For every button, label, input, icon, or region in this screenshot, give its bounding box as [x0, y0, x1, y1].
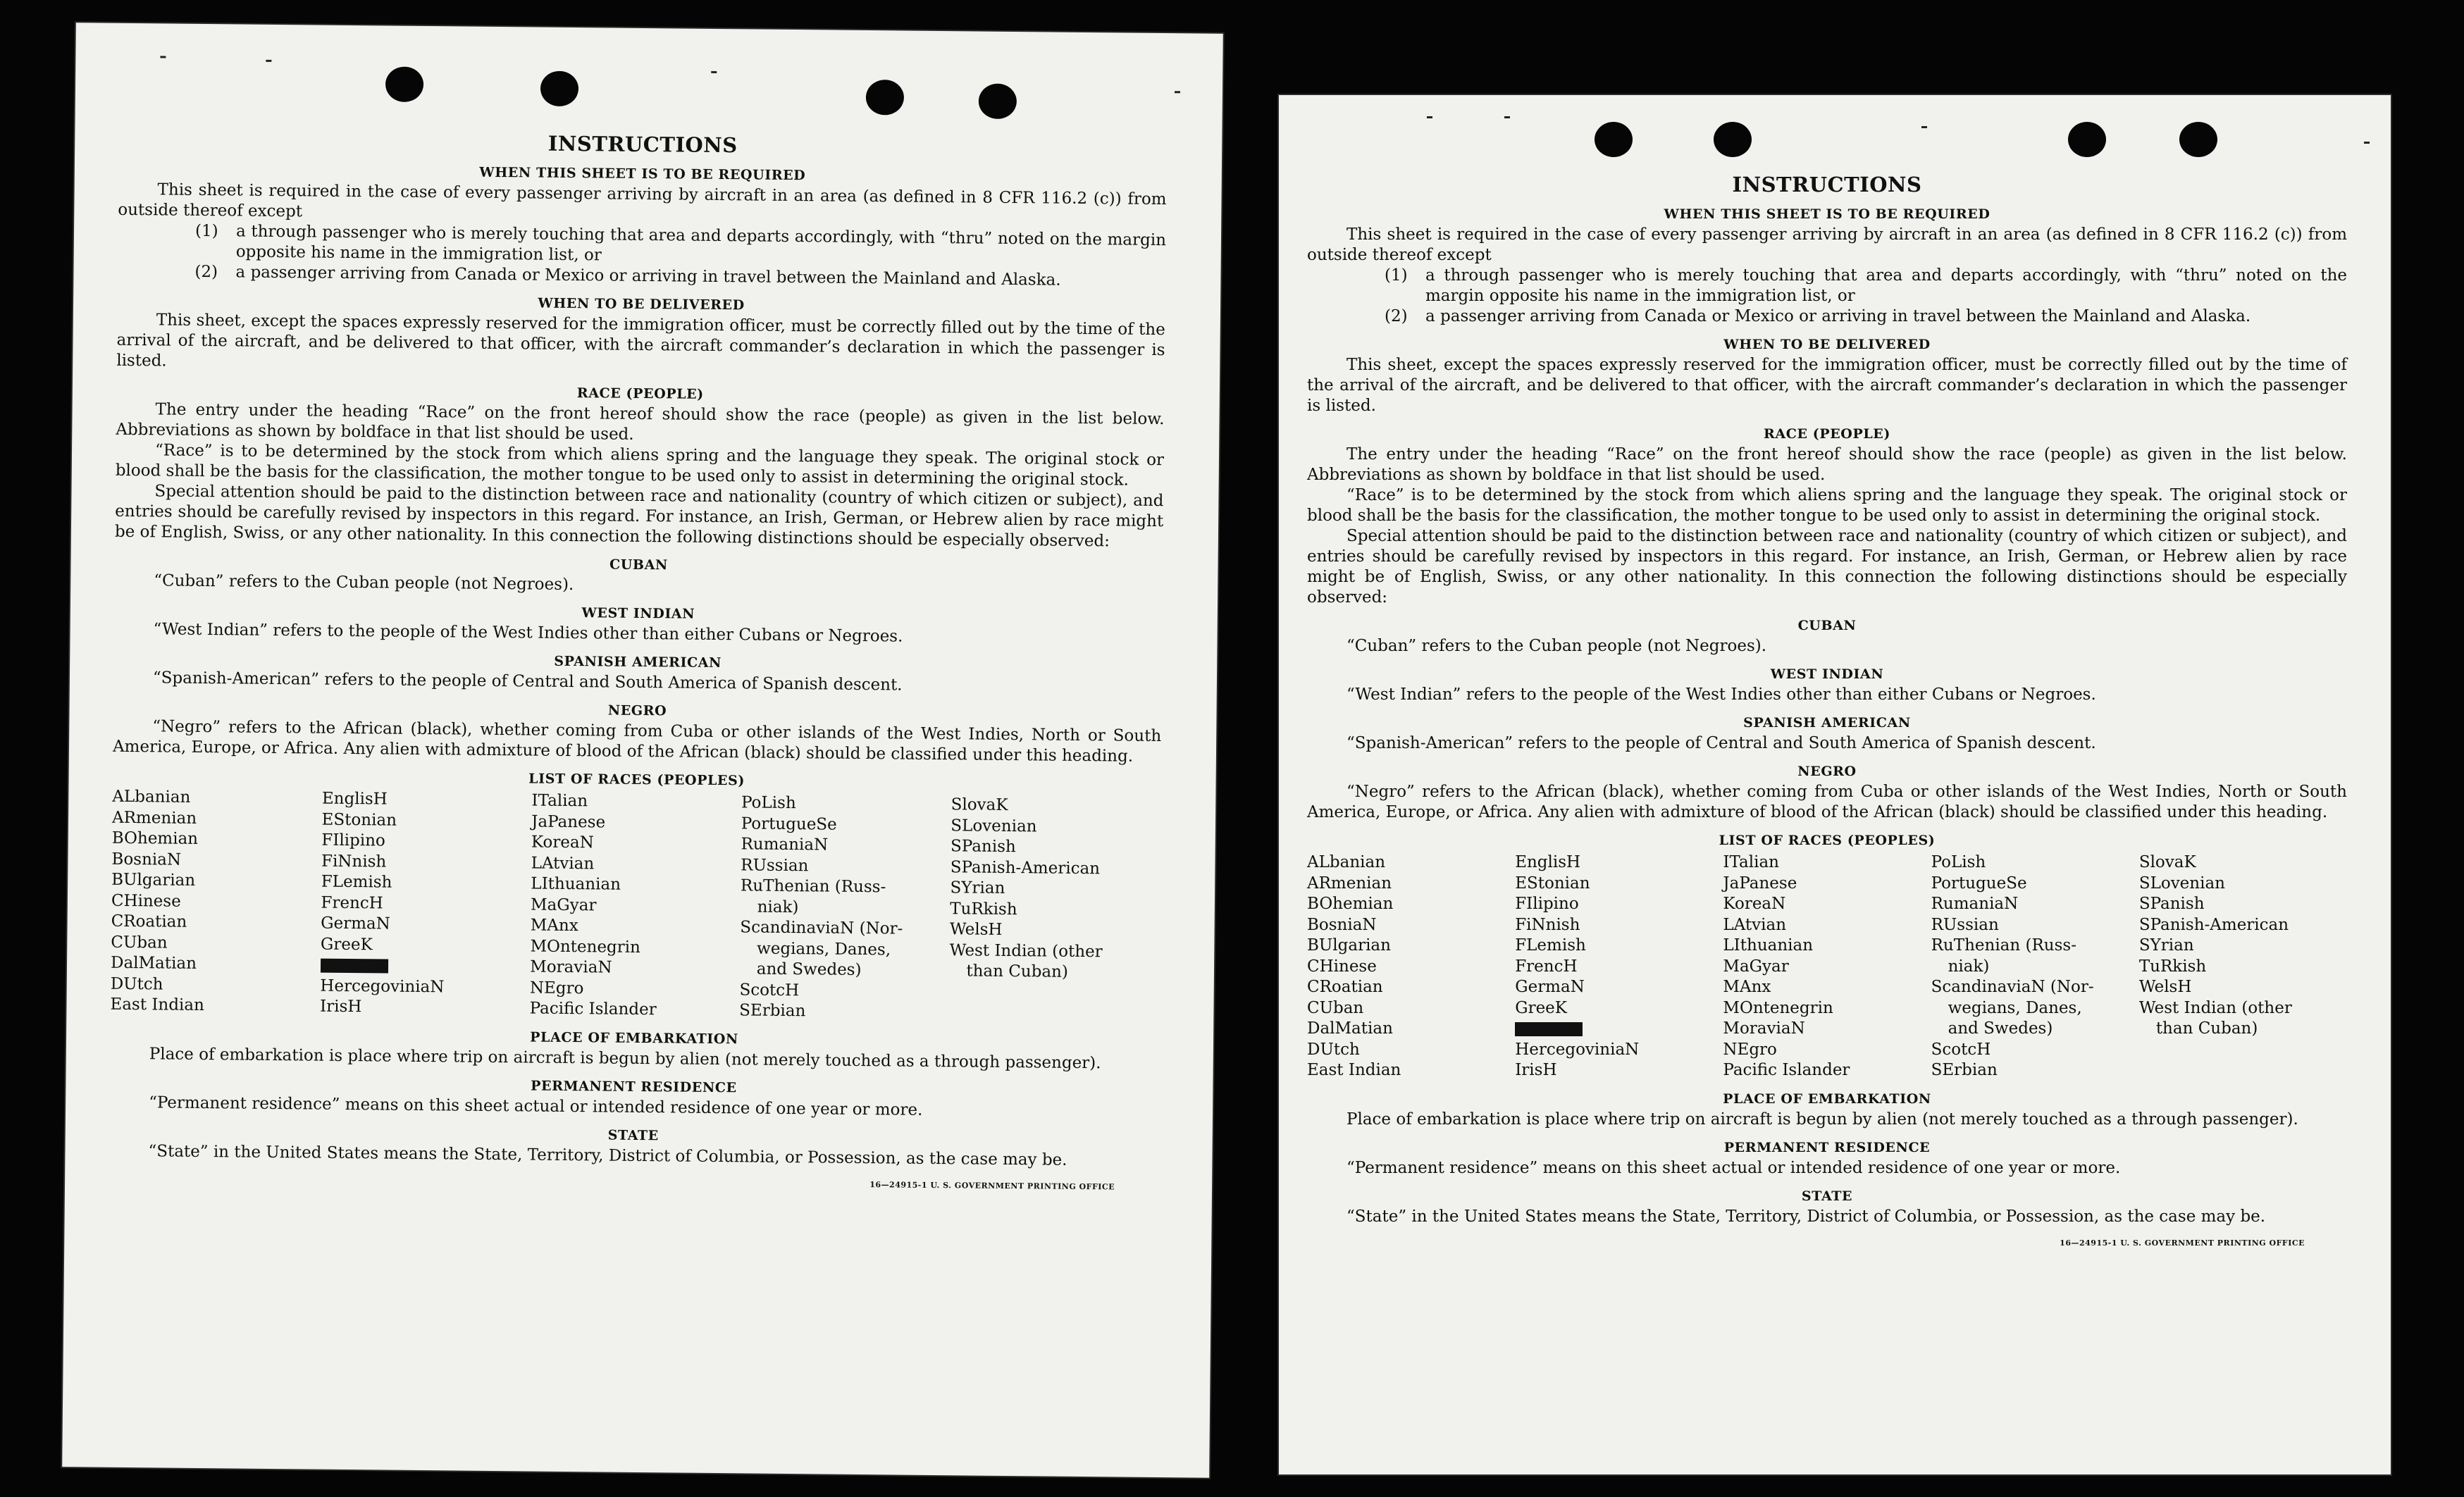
race-entry: PortugueSe [1931, 874, 2027, 893]
race-entry: DalMatian [1307, 1019, 1393, 1038]
punch-hole [2068, 122, 2106, 157]
paragraph-required: This sheet is required in the case of every passenger arriving by aircraft in an area (as defined in 8 CFR 116.2 (c)) from outside thereof except [1307, 225, 2347, 264]
heading-west-indian: WEST INDIAN [581, 605, 695, 622]
race-entry: GermaN [1515, 978, 1585, 996]
race-entry: ITalian [1723, 853, 1779, 871]
race-entry: ITalian [531, 791, 588, 811]
item-text: a passenger arriving from Canada or Mexico or arriving in travel between the Mainland and Alaska. [235, 263, 1061, 290]
race-entry-redacted [1515, 1019, 1719, 1040]
scan-mark [160, 56, 166, 58]
race-entry: EnglisH [321, 789, 388, 809]
race-entry: KoreaN [531, 833, 594, 852]
race-entry: EnglisH [1515, 853, 1581, 871]
race-entry: SPanish-American [2138, 915, 2289, 934]
race-entry: SPanish-American [950, 857, 1101, 878]
race-entry: SYrian [950, 878, 1005, 897]
paragraph-cuban: “Cuban” refers to the Cuban people (not Negroes). [1346, 637, 1767, 655]
redaction-bar [321, 959, 388, 974]
race-entry: BUlgarian [1307, 936, 1391, 955]
paragraph-negro: “Negro” refers to the African (black), whether coming from Cuba or other islands of the West Indies, North or South America, Europe, or Africa. Any alien with admixture of blood of the African (black) should be classified under this heading. [1307, 783, 2347, 821]
paragraph-race-2: “Race” is to be determined by the stock from which aliens spring and the language they speak. The original stock or blood shall be the basis for the classification, the mother tongue to be used only to assist in determining the original stock. [1307, 486, 2347, 525]
race-entry: MaGyar [530, 895, 597, 914]
race-entry: DalMatian [110, 953, 197, 973]
punch-hole [385, 66, 423, 102]
sheet-title: INSTRUCTIONS [1732, 173, 1922, 197]
race-entry: HercegoviniaN [320, 976, 445, 996]
race-entry: Pacific Islander [1723, 1061, 1850, 1079]
scan-mark [1175, 91, 1180, 93]
race-entry: PoLish [1931, 853, 1986, 871]
race-entry: HercegoviniaN [1515, 1040, 1640, 1059]
printer-imprint: 16—24915-1 U. S. GOVERNMENT PRINTING OFFICE [2060, 1238, 2305, 1248]
race-entry: SPanish [950, 837, 1016, 857]
race-entry: ALbanian [1307, 853, 1386, 871]
sheet-content [1279, 173, 2391, 1248]
paragraph-spanish-american: “Spanish-American” refers to the people of Central and South America of Spanish descent. [1346, 734, 2096, 752]
exception-item [1385, 306, 2347, 327]
race-entry: CUban [1307, 998, 1364, 1017]
race-entry: LIthuanian [1723, 936, 1814, 955]
paragraph-west-indian: “West Indian” refers to the people of the West Indies other than either Cubans or Negroes. [153, 620, 903, 646]
heading-spanish-american: SPANISH AMERICAN [1743, 715, 1911, 731]
race-entry: EStonian [1515, 874, 1590, 893]
race-entry: MOntenegrin [530, 936, 641, 957]
race-entry: BOhemian [111, 828, 199, 848]
race-entry: ScandinaviaN (Nor- [740, 918, 903, 938]
punch-hole [979, 84, 1017, 120]
race-entry: CHinese [111, 891, 181, 911]
race-entry: FrencH [1515, 957, 1578, 976]
race-entry: FiNnish [1515, 915, 1580, 934]
race-column [1723, 852, 1931, 1081]
race-entry: WelsH [949, 920, 1003, 939]
race-column [110, 787, 322, 1017]
punch-hole [2179, 122, 2217, 157]
race-entry: DUtch [1307, 1040, 1360, 1059]
race-entry: NEgro [1723, 1040, 1777, 1059]
heading-race: RACE (PEOPLE) [1764, 426, 1890, 442]
race-entry-continued: than Cuban) [966, 962, 1069, 981]
scan-mark [2364, 142, 2370, 144]
race-entry-continued: niak) [1948, 957, 1990, 976]
race-entry: ARmenian [1307, 874, 1392, 893]
heading-required: WHEN THIS SHEET IS TO BE REQUIRED [1664, 206, 1991, 222]
paragraph-state: “State” in the United States means the State, Territory, District of Columbia, or Possession, as the case may be. [148, 1141, 1067, 1169]
race-entry: FIlipino [1515, 895, 1579, 913]
paragraph-embarkation: Place of embarkation is place where trip on aircraft is begun by alien (not merely touched as a through passenger). [149, 1044, 1101, 1072]
scan-mark [1504, 116, 1510, 118]
paragraph-required: This sheet is required in the case of every passenger arriving by aircraft in an area (as defined in 8 CFR 116.2 (c)) from outside thereof except [118, 180, 1167, 221]
race-entry: JaPanese [531, 812, 606, 831]
paragraph-negro: “Negro” refers to the African (black), whether coming from Cuba or other islands of the West Indies, North or South America, Europe, or Africa. Any alien with admixture of blood of the African (black) should be classified under this heading. [112, 717, 1162, 766]
paragraph-embarkation: Place of embarkation is place where trip on aircraft is begun by alien (not merely touched as a through passenger). [1346, 1110, 2298, 1129]
race-entry: RUssian [1931, 915, 1999, 934]
heading-spanish-american: SPANISH AMERICAN [554, 653, 722, 671]
race-entry: GreeK [320, 935, 373, 954]
race-list [1307, 852, 2347, 1081]
race-entry: GermaN [321, 914, 390, 933]
race-entry-continued: wegians, Danes, [756, 939, 891, 959]
race-entry: SlovaK [2138, 853, 2196, 871]
paragraph-state: “State” in the United States means the State, Territory, District of Columbia, or Possession, as the case may be. [1346, 1207, 2266, 1226]
scan-mark [266, 60, 271, 62]
race-entry: SLovenian [2138, 874, 2225, 893]
race-entry: MaGyar [1723, 957, 1789, 976]
item-number: (2) [1385, 307, 1408, 325]
item-text: a through passenger who is merely touching that area and departs accordingly, with “thru” noted on the margin opposite his name in the immigration list, or [235, 222, 1167, 265]
race-entry: IrisH [1515, 1061, 1557, 1079]
item-text: a through passenger who is merely touching that area and departs accordingly, with “thru” noted on the margin opposite his name in the immigration list, or [1425, 266, 2347, 305]
redaction-bar [1515, 1022, 1583, 1036]
paragraph-race-3: Special attention should be paid to the distinction between race and nationality (country of which citizen or subject), and entries should be carefully revised by inspectors in this regard. For instance, an Irish, German, or Hebrew alien by race might be of English, Swiss, or any other nationality. In this connection the following distinctions should be especially observed: [1307, 527, 2347, 607]
item-number: (1) [1385, 266, 1408, 285]
race-entry: SlovaK [951, 795, 1008, 814]
race-entry: ScotcH [1931, 1040, 1991, 1059]
race-entry: West Indian (other [949, 940, 1103, 961]
race-entry: Pacific Islander [529, 999, 657, 1019]
item-number: (2) [194, 262, 218, 282]
instruction-sheet-right [1279, 95, 2391, 1474]
race-entry: RuThenian (Russ- [740, 876, 886, 897]
item-number: (1) [194, 221, 218, 241]
punch-hole [1595, 122, 1633, 157]
heading-race-list: LIST OF RACES (PEOPLES) [528, 771, 745, 789]
heading-negro: NEGRO [607, 702, 667, 719]
race-entry: FrencH [321, 893, 383, 912]
race-entry-continued: niak) [757, 897, 799, 917]
race-column [1931, 852, 2139, 1081]
race-entry: ScandinaviaN (Nor- [1931, 978, 2094, 996]
heading-state: STATE [607, 1127, 659, 1143]
paragraph-race-1: The entry under the heading “Race” on the front hereof should show the race (people) as given in the list below. Abbreviations as shown by boldface in that list should be used. [116, 400, 1165, 444]
race-entry: MOntenegrin [1723, 998, 1833, 1017]
race-list [110, 787, 1160, 1026]
race-entry: BosniaN [1307, 915, 1377, 934]
heading-cuban: CUBAN [1797, 618, 1857, 633]
race-entry: FiNnish [321, 852, 387, 871]
heading-required: WHEN THIS SHEET IS TO BE REQUIRED [479, 164, 806, 184]
heading-cuban: CUBAN [609, 557, 669, 573]
race-entry-continued: and Swedes) [1948, 1019, 2053, 1038]
race-entry: FLemish [321, 872, 392, 892]
paragraph-race-1: The entry under the heading “Race” on the front hereof should show the race (people) as given in the list below. Abbreviations as shown by boldface in that list should be used. [1307, 445, 2347, 484]
heading-embarkation: PLACE OF EMBARKATION [530, 1029, 739, 1047]
heading-race-list: LIST OF RACES (PEOPLES) [1719, 833, 1936, 848]
race-column [2139, 852, 2347, 1081]
paragraph-cuban: “Cuban” refers to the Cuban people (not Negroes). [154, 571, 574, 595]
race-entry: IrisH [319, 997, 362, 1017]
race-entry-continued: than Cuban) [2155, 1019, 2258, 1038]
race-entry: FIlipino [321, 831, 385, 850]
heading-delivered: WHEN TO BE DELIVERED [538, 295, 745, 313]
heading-residence: PERMANENT RESIDENCE [531, 1077, 737, 1095]
race-column [1515, 852, 1723, 1081]
race-entry: RUssian [741, 855, 809, 875]
scan-mark [711, 71, 717, 73]
race-column [320, 789, 532, 1019]
instruction-sheet-left [62, 23, 1223, 1478]
heading-negro: NEGRO [1797, 764, 1857, 779]
race-entry-continued: and Swedes) [756, 959, 862, 979]
race-entry: SErbian [739, 1001, 806, 1021]
race-entry: RumaniaN [741, 835, 829, 855]
sheet-content [65, 127, 1222, 1192]
race-entry: MAnx [1723, 978, 1771, 996]
race-entry: BosniaN [111, 850, 182, 869]
race-entry: TuRkish [950, 899, 1017, 919]
scan-mark [1921, 126, 1927, 128]
race-column [739, 793, 951, 1023]
race-entry: LAtvian [1723, 915, 1787, 934]
race-column [949, 795, 1161, 1025]
race-entry-continued: wegians, Danes, [1948, 998, 2082, 1017]
paragraph-delivered: This sheet, except the spaces expressly reserved for the immigration officer, must be correctly filled out by the time of the arrival of the aircraft, and be delivered to that officer, with the aircraft commander’s declaration in which the passenger is listed. [1307, 356, 2347, 415]
race-entry: MoraviaN [1723, 1019, 1805, 1038]
race-column [530, 790, 742, 1021]
race-entry: CRoatian [111, 912, 187, 931]
race-entry: DUtch [110, 974, 163, 993]
heading-race: RACE (PEOPLE) [576, 385, 704, 402]
punch-hole [1714, 122, 1752, 157]
heading-west-indian: WEST INDIAN [1770, 666, 1884, 682]
race-entry: LAtvian [531, 853, 595, 873]
race-entry: PoLish [741, 793, 796, 813]
item-text: a passenger arriving from Canada or Mexico or arriving in travel between the Mainland and Alaska. [1425, 307, 2251, 325]
paragraph-race-2: “Race” is to be determined by the stock from which aliens spring and the language they speak. The original stock or blood shall be the basis for the classification, the mother tongue to be used only to assist in determining the original stock. [115, 441, 1165, 490]
paragraph-residence: “Permanent residence” means on this sheet actual or intended residence of one year or more. [1346, 1158, 2121, 1177]
race-entry: TuRkish [2138, 957, 2207, 976]
race-entry: MAnx [530, 916, 578, 936]
race-entry: BUlgarian [111, 870, 196, 890]
scan-mark [1427, 116, 1432, 118]
race-entry: SYrian [2138, 936, 2194, 955]
punch-hole [540, 71, 578, 107]
race-entry: BOhemian [1307, 895, 1394, 913]
heading-state: STATE [1801, 1188, 1853, 1204]
printer-imprint: 16—24915-1 U. S. GOVERNMENT PRINTING OFFICE [869, 1179, 1115, 1191]
race-entry: RumaniaN [1931, 895, 2019, 913]
heading-embarkation: PLACE OF EMBARKATION [1723, 1091, 1931, 1107]
heading-delivered: WHEN TO BE DELIVERED [1723, 337, 1931, 352]
exception-item [1385, 266, 2347, 306]
race-entry: JaPanese [1723, 874, 1797, 893]
race-entry: NEgro [529, 978, 584, 998]
race-entry: PortugueSe [741, 814, 837, 834]
punch-hole [866, 80, 904, 116]
race-entry: WelsH [2138, 978, 2192, 996]
race-entry: SLovenian [951, 816, 1037, 836]
race-entry: ARmenian [111, 808, 197, 828]
race-entry: CHinese [1307, 957, 1377, 976]
race-entry-redacted [320, 955, 526, 978]
race-entry: ALbanian [112, 787, 191, 807]
race-entry: CUban [111, 933, 168, 952]
heading-residence: PERMANENT RESIDENCE [1723, 1139, 1931, 1155]
race-entry: KoreaN [1723, 895, 1786, 913]
race-entry: West Indian (other [2138, 998, 2292, 1017]
race-entry: ScotcH [739, 980, 800, 1000]
race-entry: East Indian [110, 995, 204, 1015]
paragraph-race-3: Special attention should be paid to the distinction between race and nationality (country of which citizen or subject), and entries should be carefully revised by inspectors in this regard. For instance, an Irish, German, or Hebrew alien by race might be of English, Swiss, or any other nationality. In this connection the following distinctions should be especially observed: [114, 482, 1164, 551]
race-entry: SPanish [2138, 895, 2205, 913]
race-column [1307, 852, 1515, 1081]
race-entry: CRoatian [1307, 978, 1383, 996]
paragraph-west-indian: “West Indian” refers to the people of the West Indies other than either Cubans or Negroes. [1346, 685, 2096, 704]
paragraph-residence: “Permanent residence” means on this sheet actual or intended residence of one year or more. [149, 1093, 923, 1119]
race-entry: GreeK [1515, 998, 1567, 1017]
sheet-title: INSTRUCTIONS [547, 131, 738, 158]
race-entry: RuThenian (Russ- [1931, 936, 2076, 955]
race-entry: SErbian [1931, 1061, 1998, 1079]
race-entry: MoraviaN [530, 957, 612, 977]
race-entry: East Indian [1307, 1061, 1401, 1079]
race-entry: FLemish [1515, 936, 1586, 955]
paragraph-delivered: This sheet, except the spaces expressly reserved for the immigration officer, must be correctly filled out by the time of the arrival of the aircraft, and be delivered to that officer, with the aircraft commander’s declaration in which the passenger is listed. [116, 311, 1165, 371]
paragraph-spanish-american: “Spanish-American” refers to the people of Central and South America of Spanish descent. [152, 669, 903, 695]
race-entry: LIthuanian [531, 874, 621, 894]
race-entry: EStonian [321, 810, 397, 830]
